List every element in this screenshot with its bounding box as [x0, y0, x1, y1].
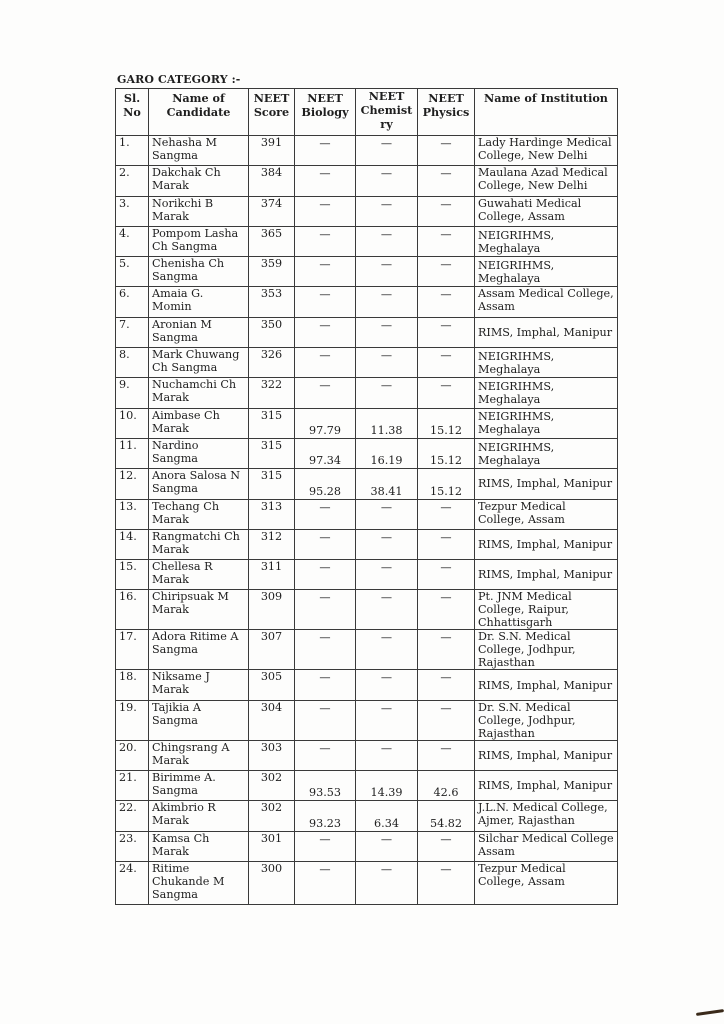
cell-institution: RIMS, Imphal, Manipur	[475, 560, 618, 590]
cell-institution: Pt. JNM Medical College, Raipur, Chhattisgarh	[475, 590, 618, 630]
header-sl-no: Sl. No	[116, 89, 149, 136]
cell-neet-physics	[418, 700, 475, 740]
cell-candidate-name: Akimbrio R Marak	[149, 801, 249, 831]
cell-neet-physics	[418, 529, 475, 559]
header-institution: Name of Institution	[475, 89, 618, 136]
cell-sl-no: 10.	[116, 408, 149, 438]
cell-neet-chemistry	[356, 408, 418, 438]
cell-neet-physics	[418, 226, 475, 256]
cell-neet-physics-value: —	[440, 741, 452, 755]
cell-sl-no: 24.	[116, 861, 149, 904]
cell-neet-chemistry	[356, 196, 418, 226]
scan-artifact	[696, 1009, 724, 1016]
cell-neet-biology-value: —	[319, 500, 331, 514]
cell-sl-no: 15.	[116, 560, 149, 590]
cell-neet-score: 307	[249, 630, 295, 670]
table-row	[116, 196, 618, 226]
cell-neet-chemistry-value: —	[380, 167, 393, 181]
cell-institution: RIMS, Imphal, Manipur	[475, 670, 618, 700]
cell-neet-biology	[295, 861, 356, 904]
cell-sl-no: 1.	[116, 136, 149, 166]
cell-sl-no: 20.	[116, 740, 149, 770]
cell-neet-chemistry	[356, 317, 418, 347]
table-row	[116, 771, 618, 801]
cell-neet-biology	[295, 136, 356, 166]
cell-institution: RIMS, Imphal, Manipur	[475, 740, 618, 770]
cell-neet-biology	[295, 700, 356, 740]
cell-neet-biology	[295, 529, 356, 559]
cell-neet-biology-value: —	[319, 671, 331, 685]
cell-neet-physics	[418, 166, 475, 196]
cell-candidate-name: Ritime Chukande M Sangma	[149, 861, 249, 904]
cell-institution: Dr. S.N. Medical College, Jodhpur, Rajasthan	[475, 630, 618, 670]
cell-neet-biology-value: —	[319, 561, 331, 575]
cell-neet-physics	[418, 670, 475, 700]
cell-neet-chemistry	[356, 136, 418, 166]
cell-neet-physics-value: —	[440, 318, 452, 332]
cell-neet-biology-value: —	[319, 530, 331, 544]
cell-institution: NEIGRIHMS, Meghalaya	[475, 378, 618, 408]
cell-institution: Maulana Azad Medical College, New Delhi	[475, 166, 618, 196]
cell-neet-physics	[418, 740, 475, 770]
header-neet-score: NEET Score	[249, 89, 295, 136]
cell-neet-physics	[418, 136, 475, 166]
cell-neet-score: 313	[249, 499, 295, 529]
cell-candidate-name: Anora Salosa N Sangma	[149, 469, 249, 499]
page-title: GARO CATEGORY :-	[117, 73, 241, 86]
cell-neet-chemistry	[356, 469, 418, 499]
cell-neet-score: 311	[249, 560, 295, 590]
cell-neet-score: 301	[249, 831, 295, 861]
cell-neet-chemistry	[356, 590, 418, 630]
cell-neet-chemistry	[356, 348, 418, 378]
cell-neet-biology	[295, 469, 356, 499]
cell-neet-chemistry	[356, 831, 418, 861]
cell-neet-chemistry-value: —	[380, 197, 393, 211]
cell-neet-biology-value: 97.79	[308, 423, 342, 437]
cell-neet-physics-value: —	[440, 671, 452, 685]
cell-neet-chemistry-value: 14.39	[370, 786, 403, 800]
cell-neet-chemistry	[356, 630, 418, 670]
cell-sl-no: 17.	[116, 630, 149, 670]
cell-neet-biology	[295, 287, 356, 317]
table-row	[116, 136, 618, 166]
cell-sl-no: 23.	[116, 831, 149, 861]
cell-neet-score: 305	[249, 670, 295, 700]
cell-neet-physics-value: —	[440, 167, 452, 181]
header-candidate-name: Name of Candidate	[149, 89, 249, 136]
cell-neet-biology-value: —	[319, 379, 331, 393]
cell-neet-physics	[418, 408, 475, 438]
cell-neet-physics-value: —	[440, 862, 452, 876]
cell-neet-biology	[295, 317, 356, 347]
cell-neet-physics-value: —	[440, 701, 452, 715]
table-row	[116, 740, 618, 770]
cell-institution: NEIGRIHMS, Meghalaya	[475, 408, 618, 438]
cell-institution: NEIGRIHMS, Meghalaya	[475, 257, 618, 287]
cell-neet-biology-value: —	[319, 701, 331, 715]
table-row	[116, 408, 618, 438]
cell-institution: RIMS, Imphal, Manipur	[475, 529, 618, 559]
cell-neet-physics-value: —	[440, 561, 452, 575]
cell-neet-biology	[295, 257, 356, 287]
cell-neet-biology	[295, 771, 356, 801]
cell-neet-biology-value: —	[319, 832, 331, 846]
cell-candidate-name: Niksame J Marak	[149, 670, 249, 700]
cell-neet-biology	[295, 408, 356, 438]
table-row	[116, 529, 618, 559]
table-row	[116, 257, 618, 287]
cell-neet-chemistry-value: —	[380, 631, 393, 645]
cell-neet-score: 302	[249, 801, 295, 831]
cell-candidate-name: Rangmatchi Ch Marak	[149, 529, 249, 559]
cell-neet-chemistry-value: —	[380, 741, 393, 755]
table-row	[116, 226, 618, 256]
cell-institution: NEIGRIHMS, Meghalaya	[475, 438, 618, 468]
cell-sl-no: 3.	[116, 196, 149, 226]
cell-neet-chemistry-value: —	[380, 318, 393, 332]
cell-neet-chemistry	[356, 166, 418, 196]
cell-neet-biology	[295, 348, 356, 378]
cell-candidate-name: Chenisha Ch Sangma	[149, 257, 249, 287]
cell-neet-biology	[295, 226, 356, 256]
cell-neet-physics-value: —	[440, 137, 452, 150]
cell-neet-biology-value: —	[319, 741, 331, 755]
table-body	[116, 136, 618, 905]
cell-neet-biology	[295, 378, 356, 408]
cell-neet-biology	[295, 670, 356, 700]
cell-neet-chemistry-value: —	[380, 701, 393, 715]
cell-neet-physics-value: —	[440, 530, 452, 544]
cell-neet-score: 384	[249, 166, 295, 196]
cell-neet-physics	[418, 831, 475, 861]
cell-candidate-name: Nardino Sangma	[149, 438, 249, 468]
cell-neet-chemistry-value: —	[380, 591, 393, 605]
cell-neet-score: 322	[249, 378, 295, 408]
table-row	[116, 861, 618, 904]
cell-institution: Dr. S.N. Medical College, Jodhpur, Rajasthan	[475, 700, 618, 740]
table-row	[116, 670, 618, 700]
cell-neet-score: 353	[249, 287, 295, 317]
cell-neet-physics-value: —	[440, 832, 452, 846]
cell-neet-physics	[418, 317, 475, 347]
cell-neet-chemistry-value: —	[380, 862, 393, 876]
cell-neet-chemistry	[356, 529, 418, 559]
cell-neet-biology-value: 93.23	[308, 816, 342, 830]
table-row	[116, 560, 618, 590]
cell-neet-chemistry	[356, 771, 418, 801]
results-table	[115, 88, 618, 905]
cell-institution: RIMS, Imphal, Manipur	[475, 469, 618, 499]
cell-neet-score: 315	[249, 469, 295, 499]
cell-candidate-name: Aimbase Ch Marak	[149, 408, 249, 438]
table-row	[116, 590, 618, 630]
cell-candidate-name: Aronian M Sangma	[149, 317, 249, 347]
cell-neet-chemistry-value: —	[380, 258, 393, 272]
cell-institution: Silchar Medical College Assam	[475, 831, 618, 861]
cell-candidate-name: Amaia G. Momin	[149, 287, 249, 317]
cell-institution: NEIGRIHMS, Meghalaya	[475, 226, 618, 256]
cell-neet-biology-value: —	[319, 288, 331, 302]
cell-neet-chemistry	[356, 700, 418, 740]
cell-neet-physics-value: —	[440, 349, 452, 363]
cell-neet-biology-value: —	[319, 318, 331, 332]
cell-neet-score: 391	[249, 136, 295, 166]
header-neet-chemistry: NEET Chemist ry	[356, 89, 418, 136]
table-row	[116, 630, 618, 670]
cell-neet-chemistry-value: —	[380, 530, 393, 544]
table-row	[116, 700, 618, 740]
cell-neet-physics	[418, 801, 475, 831]
cell-candidate-name: Chingsrang A Marak	[149, 740, 249, 770]
cell-neet-physics	[418, 196, 475, 226]
cell-neet-chemistry-value: —	[380, 500, 393, 514]
cell-neet-physics	[418, 590, 475, 630]
cell-neet-chemistry	[356, 438, 418, 468]
cell-institution: Assam Medical College, Assam	[475, 287, 618, 317]
cell-sl-no: 14.	[116, 529, 149, 559]
cell-neet-physics-value: —	[440, 631, 452, 645]
cell-sl-no: 2.	[116, 166, 149, 196]
cell-neet-score: 374	[249, 196, 295, 226]
cell-neet-physics-value: —	[440, 500, 452, 514]
cell-neet-biology	[295, 630, 356, 670]
cell-neet-chemistry-value: —	[380, 379, 393, 393]
cell-neet-physics	[418, 771, 475, 801]
cell-neet-biology-value: —	[319, 227, 331, 241]
cell-neet-chemistry-value: 38.41	[370, 484, 403, 498]
cell-neet-chemistry	[356, 499, 418, 529]
table-header-row	[116, 89, 618, 136]
cell-neet-biology-value: —	[319, 258, 331, 272]
cell-neet-physics	[418, 560, 475, 590]
cell-candidate-name: Chellesa R Marak	[149, 560, 249, 590]
cell-sl-no: 8.	[116, 348, 149, 378]
cell-sl-no: 16.	[116, 590, 149, 630]
cell-neet-chemistry	[356, 670, 418, 700]
cell-sl-no: 11.	[116, 438, 149, 468]
cell-neet-score: 315	[249, 438, 295, 468]
table-row	[116, 438, 618, 468]
cell-institution: RIMS, Imphal, Manipur	[475, 771, 618, 801]
cell-neet-chemistry	[356, 287, 418, 317]
cell-neet-chemistry-value: —	[380, 137, 393, 150]
cell-neet-chemistry-value: 16.19	[370, 454, 403, 468]
cell-sl-no: 18.	[116, 670, 149, 700]
cell-candidate-name: Nuchamchi Ch Marak	[149, 378, 249, 408]
cell-neet-physics-value: —	[440, 197, 452, 211]
cell-neet-biology-value: 93.53	[308, 786, 342, 800]
cell-neet-physics	[418, 469, 475, 499]
cell-neet-biology	[295, 166, 356, 196]
cell-sl-no: 5.	[116, 257, 149, 287]
cell-neet-score: 315	[249, 408, 295, 438]
cell-candidate-name: Techang Ch Marak	[149, 499, 249, 529]
cell-sl-no: 21.	[116, 771, 149, 801]
table-row	[116, 378, 618, 408]
cell-neet-biology-value: —	[319, 197, 331, 211]
cell-neet-chemistry	[356, 861, 418, 904]
cell-neet-physics-value: —	[440, 227, 452, 241]
cell-neet-physics	[418, 499, 475, 529]
header-neet-physics: NEET Physics	[418, 89, 475, 136]
cell-neet-biology-value: 97.34	[308, 454, 342, 468]
cell-neet-chemistry-value: 11.38	[370, 423, 403, 437]
cell-neet-score: 309	[249, 590, 295, 630]
table-row	[116, 469, 618, 499]
table-row	[116, 831, 618, 861]
cell-neet-score: 350	[249, 317, 295, 347]
cell-candidate-name: Kamsa Ch Marak	[149, 831, 249, 861]
cell-institution: J.L.N. Medical College, Ajmer, Rajasthan	[475, 801, 618, 831]
cell-neet-biology	[295, 438, 356, 468]
cell-sl-no: 22.	[116, 801, 149, 831]
cell-neet-chemistry-value: —	[380, 227, 393, 241]
cell-neet-biology-value: —	[319, 349, 331, 363]
table-row	[116, 499, 618, 529]
cell-neet-score: 302	[249, 771, 295, 801]
cell-sl-no: 13.	[116, 499, 149, 529]
cell-neet-score: 365	[249, 226, 295, 256]
cell-neet-chemistry	[356, 801, 418, 831]
cell-candidate-name: Norikchi B Marak	[149, 196, 249, 226]
cell-neet-physics-value: —	[440, 591, 452, 605]
cell-neet-biology	[295, 740, 356, 770]
cell-neet-biology-value: —	[319, 167, 331, 181]
cell-neet-chemistry-value: —	[380, 288, 393, 302]
cell-institution: Lady Hardinge Medical College, New Delhi	[475, 136, 618, 166]
table-row	[116, 801, 618, 831]
header-neet-biology: NEET Biology	[295, 89, 356, 136]
cell-neet-physics	[418, 287, 475, 317]
cell-candidate-name: Tajikia A Sangma	[149, 700, 249, 740]
cell-sl-no: 4.	[116, 226, 149, 256]
table-row	[116, 166, 618, 196]
cell-candidate-name: Mark Chuwang Ch Sangma	[149, 348, 249, 378]
cell-neet-biology	[295, 196, 356, 226]
cell-neet-score: 300	[249, 861, 295, 904]
cell-neet-biology-value: 95.28	[308, 484, 342, 498]
cell-neet-chemistry-value: —	[380, 671, 393, 685]
cell-neet-physics	[418, 438, 475, 468]
cell-neet-biology-value: —	[319, 631, 331, 645]
cell-neet-biology	[295, 831, 356, 861]
cell-neet-physics-value: 15.12	[429, 484, 463, 498]
table-row	[116, 287, 618, 317]
cell-neet-score: 312	[249, 529, 295, 559]
cell-neet-chemistry-value: —	[380, 561, 393, 575]
cell-neet-physics-value: 42.6	[433, 786, 459, 800]
cell-institution: Tezpur Medical College, Assam	[475, 499, 618, 529]
cell-sl-no: 6.	[116, 287, 149, 317]
cell-institution: RIMS, Imphal, Manipur	[475, 317, 618, 347]
cell-neet-physics-value: 15.12	[429, 423, 463, 437]
cell-sl-no: 9.	[116, 378, 149, 408]
cell-candidate-name: Dakchak Ch Marak	[149, 166, 249, 196]
cell-neet-chemistry	[356, 740, 418, 770]
cell-neet-physics-value: —	[440, 288, 452, 302]
cell-neet-physics-value: 15.12	[429, 454, 463, 468]
cell-candidate-name: Birimme A. Sangma	[149, 771, 249, 801]
cell-neet-biology	[295, 801, 356, 831]
cell-neet-physics-value: —	[440, 379, 452, 393]
cell-candidate-name: Pompom Lasha Ch Sangma	[149, 226, 249, 256]
cell-neet-biology-value: —	[319, 137, 331, 150]
cell-neet-physics	[418, 630, 475, 670]
cell-neet-chemistry-value: 6.34	[374, 816, 399, 830]
cell-neet-biology-value: —	[319, 862, 331, 876]
cell-neet-physics	[418, 257, 475, 287]
cell-neet-score: 326	[249, 348, 295, 378]
cell-neet-chemistry-value: —	[380, 832, 393, 846]
cell-neet-biology	[295, 499, 356, 529]
cell-institution: Tezpur Medical College, Assam	[475, 861, 618, 904]
cell-neet-physics	[418, 378, 475, 408]
cell-neet-physics-value: —	[440, 258, 452, 272]
cell-neet-chemistry	[356, 378, 418, 408]
cell-sl-no: 19.	[116, 700, 149, 740]
cell-neet-physics-value: 54.82	[429, 816, 463, 830]
cell-institution: Guwahati Medical College, Assam	[475, 196, 618, 226]
cell-neet-biology	[295, 560, 356, 590]
table-row	[116, 348, 618, 378]
cell-candidate-name: Nehasha M Sangma	[149, 136, 249, 166]
cell-neet-physics	[418, 348, 475, 378]
cell-sl-no: 7.	[116, 317, 149, 347]
cell-neet-score: 303	[249, 740, 295, 770]
cell-neet-chemistry	[356, 560, 418, 590]
cell-neet-score: 359	[249, 257, 295, 287]
cell-candidate-name: Adora Ritime A Sangma	[149, 630, 249, 670]
table-row	[116, 317, 618, 347]
cell-neet-score: 304	[249, 700, 295, 740]
cell-neet-chemistry-value: —	[380, 349, 393, 363]
cell-neet-physics	[418, 861, 475, 904]
cell-neet-chemistry	[356, 226, 418, 256]
cell-neet-biology	[295, 590, 356, 630]
cell-neet-chemistry	[356, 257, 418, 287]
cell-sl-no: 12.	[116, 469, 149, 499]
cell-institution: NEIGRIHMS, Meghalaya	[475, 348, 618, 378]
cell-neet-biology-value: —	[319, 591, 331, 605]
cell-candidate-name: Chiripsuak M Marak	[149, 590, 249, 630]
